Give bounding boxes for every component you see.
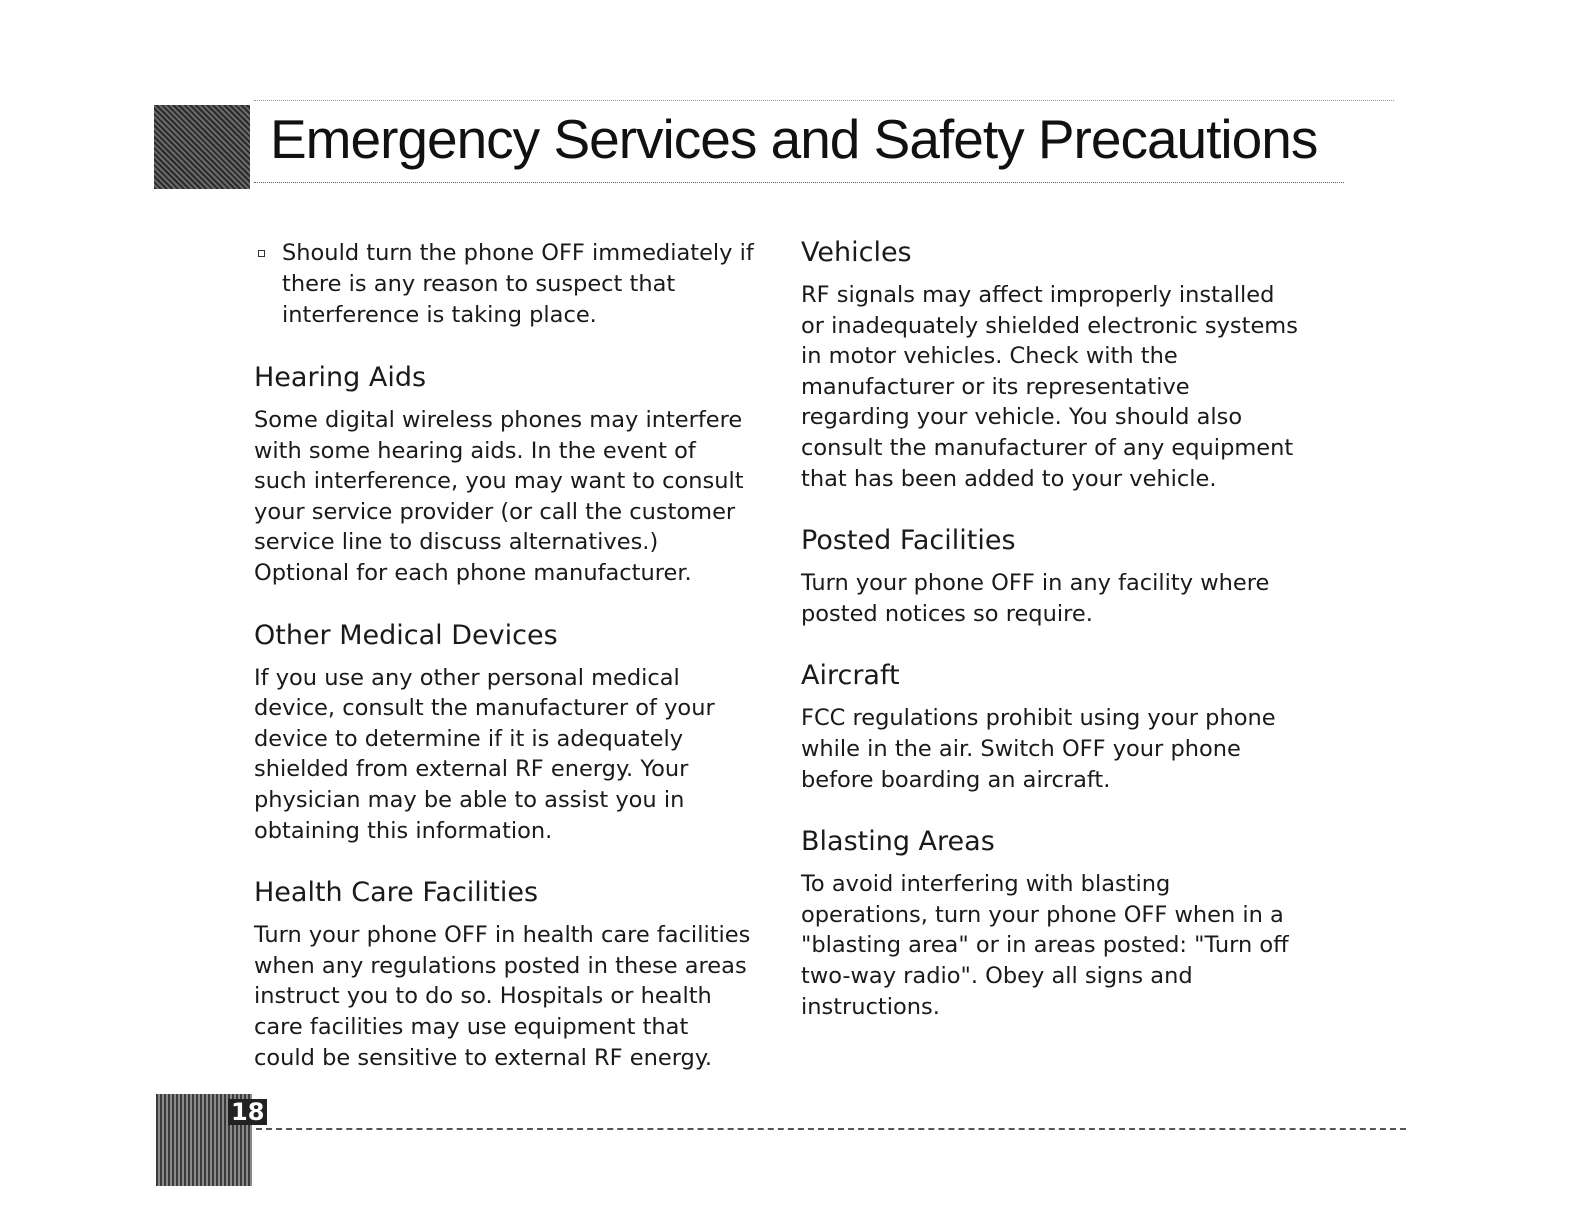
page-number: 18 [228, 1099, 267, 1125]
section-heading-other-medical-devices: Other Medical Devices [254, 619, 558, 651]
footer-rule [256, 1128, 1406, 1130]
section-body-health-care-facilities: Turn your phone OFF in health care facilities when any regulations posted in these areas instruct you to do so. Hospitals or health care facilities may use equipment that could be sensitive to external RF energy. [254, 922, 751, 1071]
bullet-item [254, 238, 754, 331]
bullet-text: Should turn the phone OFF immediately if there is any reason to suspect that interference is taking place. [282, 240, 754, 328]
section-body-aircraft: FCC regulations prohibit using your phone while in the air. Switch OFF your phone before boarding an aircraft. [801, 705, 1276, 793]
header-decorative-block [154, 105, 250, 189]
section-heading-health-care-facilities: Health Care Facilities [254, 877, 539, 909]
section-heading-posted-facilities: Posted Facilities [801, 525, 1016, 557]
section-heading-blasting-areas: Blasting Areas [801, 826, 995, 858]
section-body-hearing-aids: Some digital wireless phones may interfere with some hearing aids. In the event of such interference, you may want to consult your service provider (or call the customer service line to discuss alternatives.) Optional for each phone manufacturer. [254, 407, 744, 586]
page-title: Emergency Services and Safety Precautions [270, 108, 1318, 170]
section-body-other-medical-devices: If you use any other personal medical device, consult the manufacturer of your device to determine if it is adequately shielded from external RF energy. Your physician may be able to assist you in obtaining this information. [254, 664, 715, 844]
section-body-vehicles: RF signals may affect improperly installed or inadequately shielded electronic systems in motor vehicles. Check with the manufacturer or its representative regarding your vehicle. You should also consult the manufacturer of any equipment that has been added to your vehicle. [801, 282, 1298, 492]
header-rule-bottom [254, 182, 1344, 183]
section-body-blasting-areas: To avoid interfering with blasting operations, turn your phone OFF when in a "blasting area" or in areas posted: "Turn off two-way radio". Obey all signs and instructions. [801, 871, 1289, 1020]
section-heading-vehicles: Vehicles [801, 237, 912, 268]
header-rule-top [254, 100, 1394, 101]
left-column [254, 236, 754, 1073]
section-body-posted-facilities: Turn your phone OFF in any facility where posted notices so require. [801, 570, 1270, 627]
section-heading-aircraft: Aircraft [801, 660, 900, 692]
section-heading-hearing-aids: Hearing Aids [254, 362, 427, 393]
right-column [801, 236, 1301, 1022]
bullet-square-icon [258, 250, 265, 257]
